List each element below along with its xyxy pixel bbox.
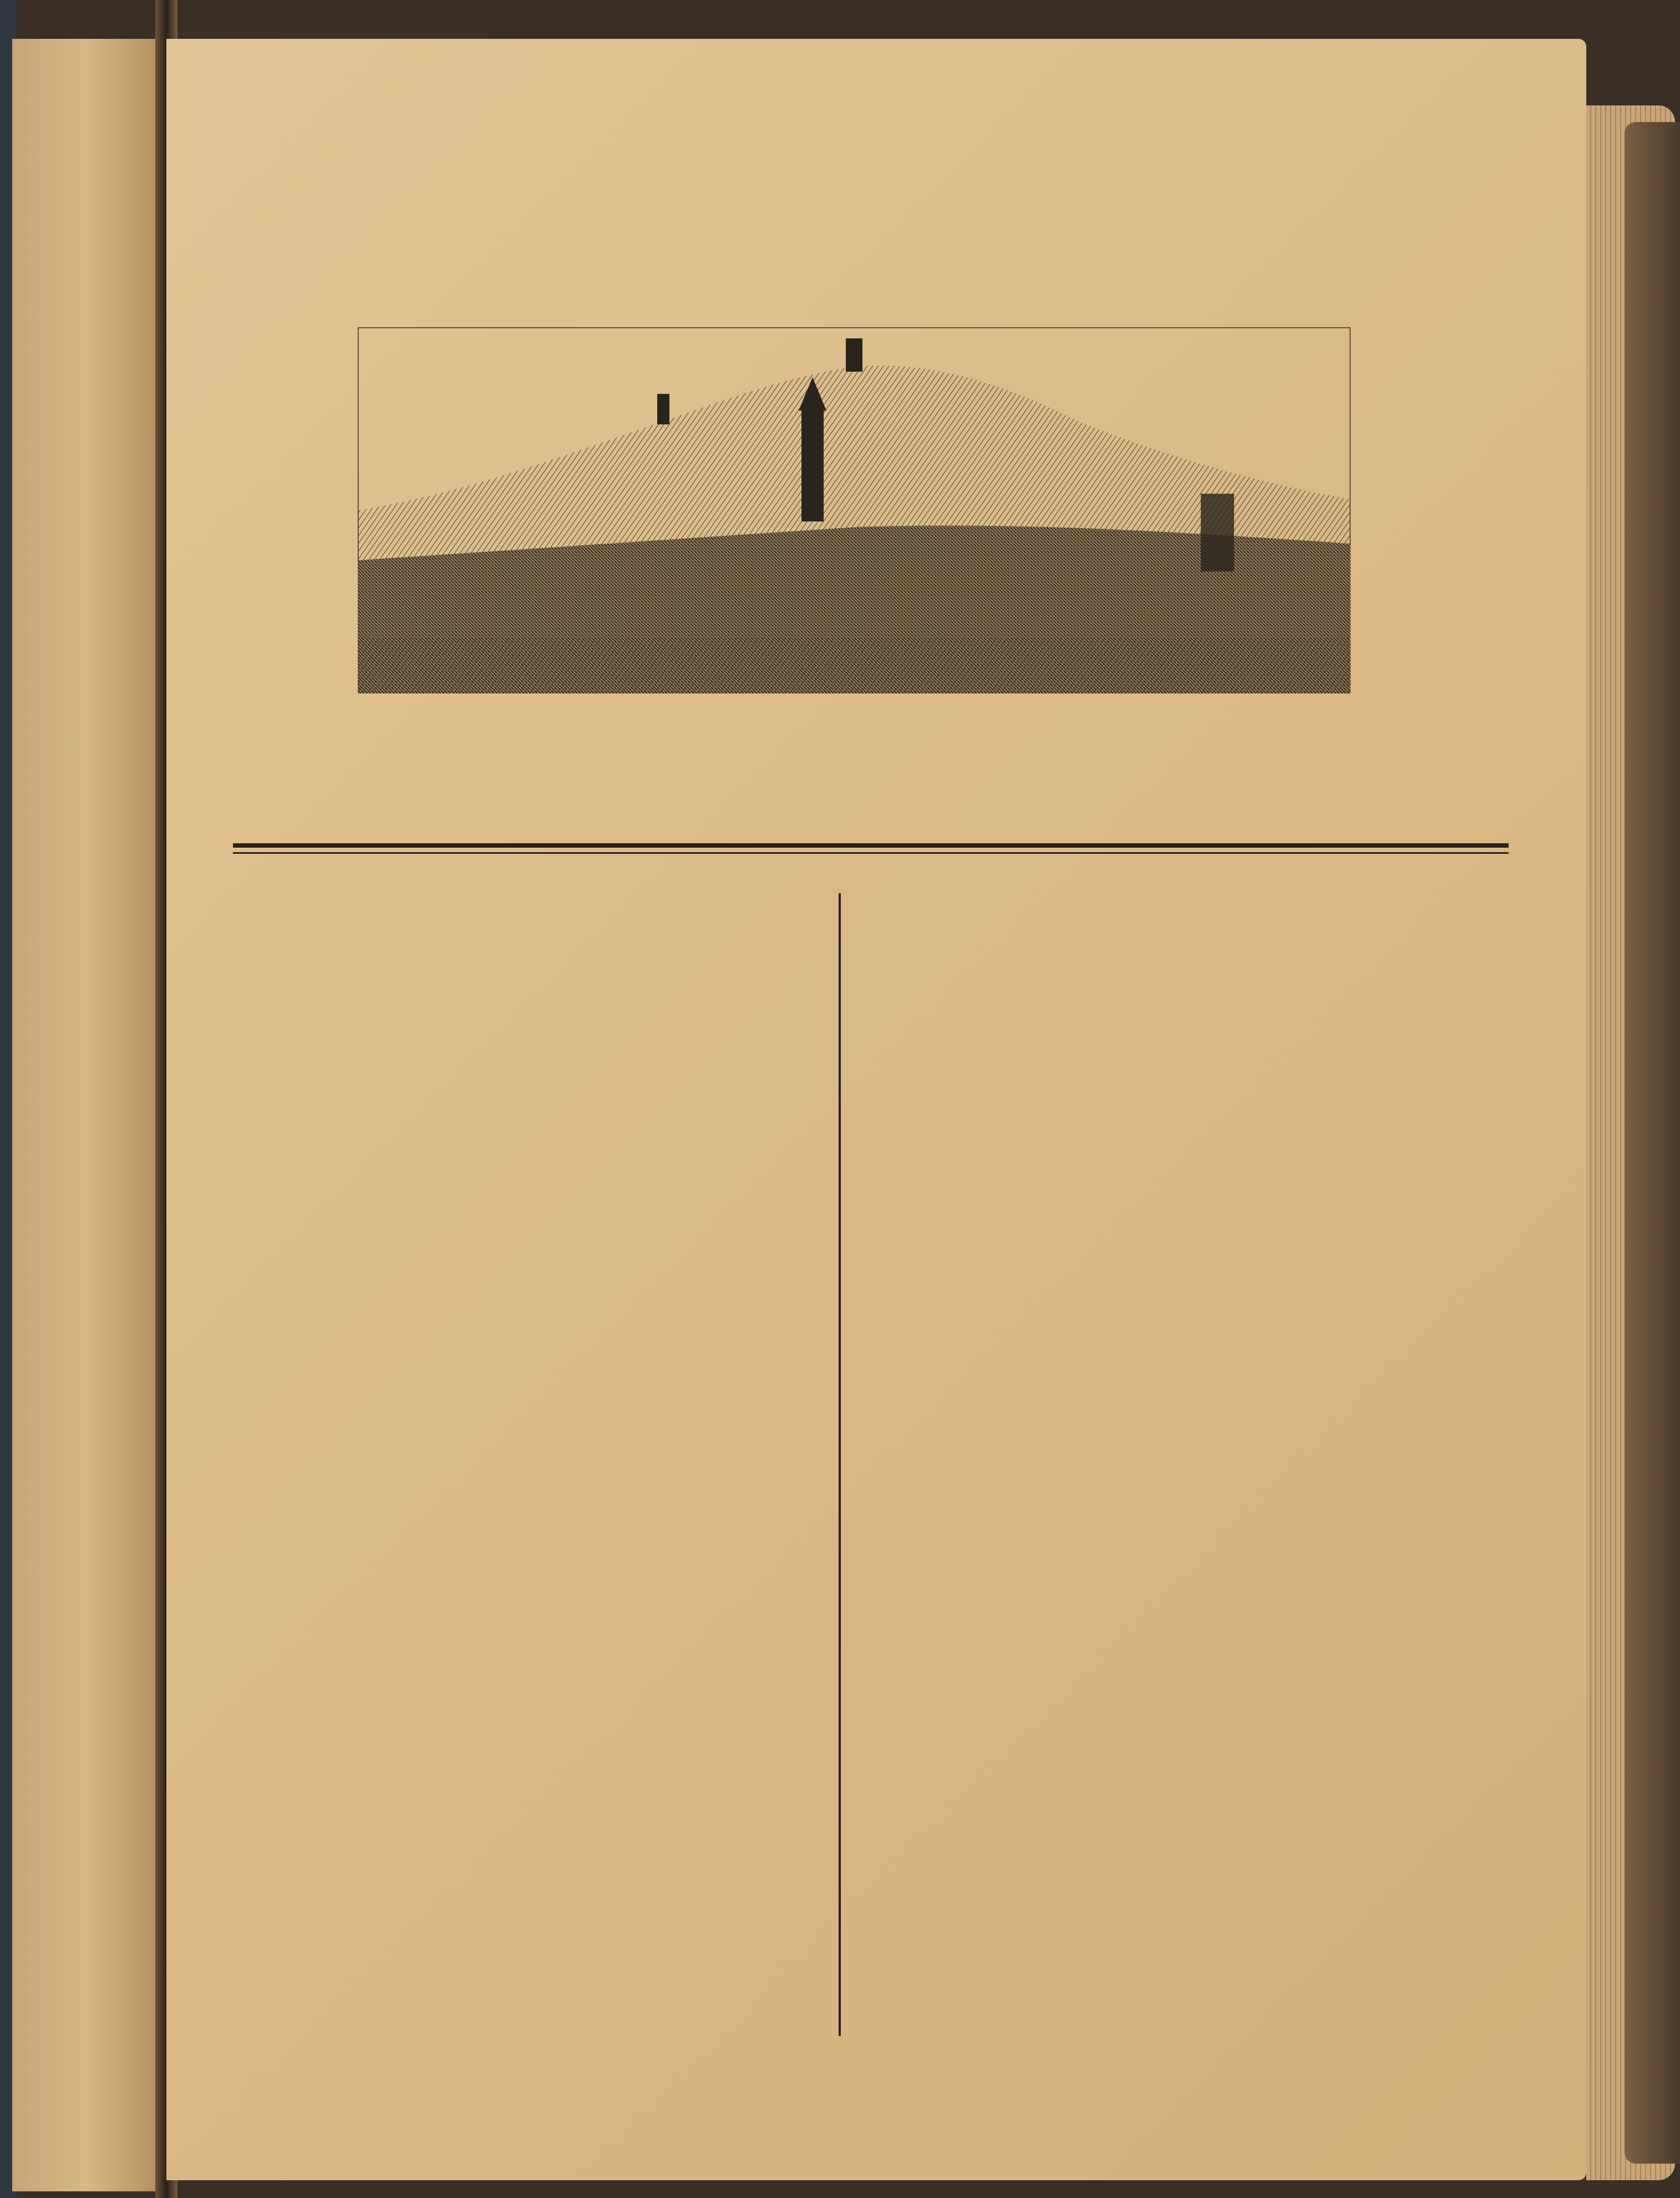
masthead-title	[234, 136, 1586, 209]
binding-clip	[1625, 122, 1680, 2164]
left-page	[12, 39, 162, 2191]
right-page	[166, 39, 1586, 2180]
city-vignette-illustration	[358, 327, 1351, 693]
header-rule-thick	[233, 843, 1509, 848]
header-rule-thin	[233, 852, 1509, 854]
story-column-1	[233, 893, 824, 919]
column-divider	[839, 893, 841, 2036]
